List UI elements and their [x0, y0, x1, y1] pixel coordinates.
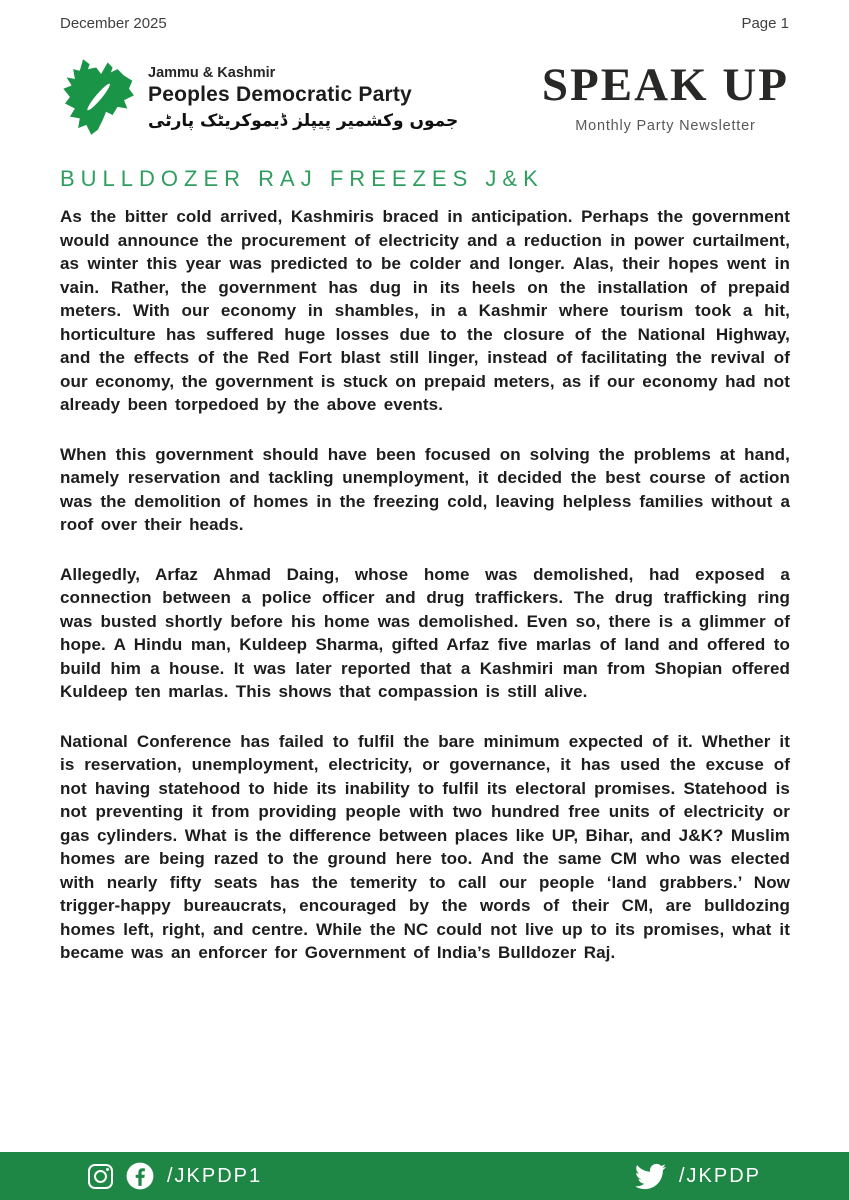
newsletter-title: SPEAK UP	[541, 59, 789, 111]
facebook-handle: /JKPDP1	[167, 1164, 263, 1187]
party-brand	[60, 56, 458, 138]
page-number: Page 1	[741, 15, 789, 32]
masthead-row	[0, 56, 849, 138]
article-body	[0, 166, 849, 965]
newsletter-masthead	[542, 56, 789, 134]
newsletter-subtitle: Monthly Party Newsletter	[575, 118, 756, 134]
party-region: Jammu & Kashmir	[148, 65, 276, 81]
party-name-block	[148, 56, 458, 131]
twitter-link[interactable]	[635, 1161, 761, 1192]
issue-date: December 2025	[60, 15, 167, 32]
party-name-urdu: جموں وکشمیر پیپلز ڈیموکریٹک پارٹی	[148, 111, 459, 131]
article-paragraph-4: National Conference has failed to fulfil the bare minimum expected of it. Whether it is reservation, unemployment, electricity, or governance, it has used the excuse of not having statehood to hide its inability to fulfil its electoral promises. Statehood is not preventing it from providing people with two hundred free units of electricity or gas cylinders. What is the difference between places like UP, Bihar, and J&K? Muslim homes are being razed to the ground here too. And the same CM who was elected with nearly fifty seats has the temerity to call our people ‘land grabbers.’ Now trigger-happy bureaucrats, encouraged by the words of their CM, are bulldozing homes left, right, and centre. While the NC could not live up to its promises, what it became was an enforcer for Government of India’s Bulldozer Raj.	[60, 731, 790, 962]
article-headline: BULLDOZER RAJ FREEZES J&K	[60, 166, 544, 191]
social-footer	[0, 1152, 849, 1200]
article-paragraph-3: Allegedly, Arfaz Ahmad Daing, whose home was demolished, had exposed a connection between a police officer and drug traffickers. The drug trafficking ring was busted shortly before his home was demolished. Even so, there is a glimmer of hope. A Hindu man, Kuldeep Sharma, gifted Arfaz five marlas of land and offered to build him a house. It was later reported that a Kashmiri man from Shopian offered Kuldeep ten marlas. This shows that compassion is still alive.	[60, 564, 790, 701]
twitter-handle: /JKPDP	[678, 1164, 761, 1187]
instagram-icon	[88, 1164, 113, 1189]
article-paragraph-2: When this government should have been focused on solving the problems at hand, namely reservation and tackling unemployment, it decided the best course of action was the demolition of homes in the freezing cold, leaving helpless families without a roof over their heads.	[60, 444, 790, 534]
twitter-icon	[635, 1161, 666, 1192]
facebook-instagram-link[interactable]	[88, 1162, 262, 1190]
article-paragraph-1: As the bitter cold arrived, Kashmiris braced in anticipation. Perhaps the government would announce the procurement of electricity and a reduction in power curtailment, as winter this year was predicted to be colder and longer. Alas, their hopes went in vain. Rather, the government has dug in its heels on the installation of prepaid meters. With our economy in shambles, in a Kashmir where tourism took a hit, horticulture has suffered huge losses due to the closure of the National Highway, and the effects of the Red Fort blast still linger, instead of facilitating the revival of our economy, the government is stuck on prepaid meters, as if our economy had not already been torpedoed by the above events.	[60, 207, 790, 414]
party-name: Peoples Democratic Party	[148, 83, 412, 106]
jk-map-pen-icon	[60, 56, 134, 138]
page-meta-bar	[0, 0, 849, 32]
facebook-icon	[126, 1162, 154, 1190]
